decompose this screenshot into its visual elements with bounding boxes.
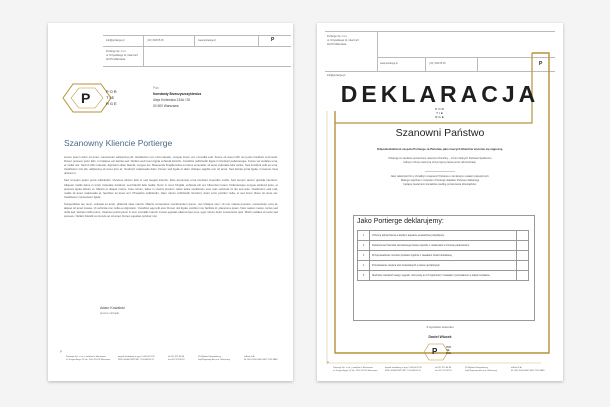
logo-letter: P [432, 347, 438, 356]
header-divider [143, 46, 144, 66]
footer-col: XII Wydział Gospodarczy Sąd Rejonowy dla m.st. Warszawy [465, 367, 497, 372]
recipient-name: Konstanty Brzeczyszczykiewicz [153, 92, 202, 96]
body-paragraph: Suspendisse leo nunc, volutpat sit amet, pharetra vitae mauris. Mauris consectetur condimentum ipsum, nec tristique sem. Ut non massa posuere, consectetur urna at, aliquet sit amet massa. Ut vehicula non nulla eu dignissim. Curabitur eget elit erat. Donec nisl ligula, porttitor non facilisis id, placerat a quam. Nam sapien metus, luctus sed nulla sed, lacinia mollis purus. Vivamus porta ipsum in sem convallis mauris. Fusce egestas ullamcorper eros, eget rutrum dolor consectetur quis. Morbi sodales vel ante sed posuere. Nullam blandit commodo ac sit amet. Donec egestas pulvinar nisi. [64, 201, 278, 219]
signature-name: Adam Kowalski [100, 306, 125, 310]
footer-col: XII Wydział Gospodarczy Sąd Rejonowy dla m.st. Warszawy [198, 356, 230, 361]
portierge-logo [423, 342, 457, 362]
recipient-label: Pan [153, 86, 159, 90]
footer-col: Portierge Sp. z o.o. | siedziba w Warszawie ul. Krzywickiego 11, lok. 11/4, 02-070 Warszawa [333, 367, 378, 372]
table-row: 4 Pozostawienie miejsca prac budowlanych w stanie uprzątniętym. [358, 261, 529, 271]
footer-col: mBank S.A. 44 1140 2004 0000 3402 7512 8888 [511, 367, 545, 372]
p-mark: P [271, 37, 275, 43]
signature-role: prezes zarządu [100, 311, 120, 315]
header-rule [103, 35, 291, 36]
sender-line: 02-070 Warszawa [106, 58, 126, 61]
email-text: info@portierge.pl [327, 74, 346, 77]
footer-col: mBank S.A. 44 1140 2004 0000 3402 7512 8888 [244, 356, 278, 361]
declaration-heading: Szanowni Państwo [395, 127, 485, 139]
header-divider [194, 35, 195, 46]
sender-line: ul. Krzywickiego 11, lokal 11/4 [106, 54, 138, 57]
separator [425, 171, 455, 172]
recipient-address: Aleja Królewska 134A / 26 [153, 98, 191, 102]
footer-col: Portierge Sp. z o.o. | siedziba w Warszawie ul. Krzywickiego 11, lok. 11/4, 02-070 Warszawa [66, 356, 111, 361]
declaration-title: DEKLARACJA [340, 81, 540, 107]
footer-mark: P [327, 361, 330, 365]
intro-text: Dziękuję za zaufanie powierzone naszemu Doradcy – iż bez żadnych Państwa Spółeczne ładnej i różnej maturyną otrzymujemy łatwa przez administracji. [388, 157, 492, 164]
footer-col: tel 022 375 86 88 fax 022 375 86 87 [435, 367, 452, 372]
sender-line: ul. Krzywickiego 11, lokal 11/4 [327, 39, 359, 42]
list-title: Jako Portierge deklarujemy: [357, 218, 444, 225]
website-text: www.portierge.pl [198, 39, 216, 42]
email-text: info@portierge.pl [106, 39, 125, 42]
footer-col: kapitał zakładowy w wys. 5 000,00 PLN KRS: 0000479987 NIP: 701-038-04-11 [118, 356, 155, 361]
signature-block [100, 306, 125, 316]
table-row: 3 Przeprowadzenie montażu produktu zgodnie z zasadami sztuki budowlanej. [358, 251, 529, 261]
intro-bold: Odpowiedzialność zespołu Portierge za Państwa, jako naszych Klientów wnośnie się najpoczę. [376, 147, 504, 151]
header-divider [258, 35, 259, 46]
letter-greeting: Szanowny Kliencie Portierge [64, 138, 173, 148]
table-row: 1 Ochronę dobra Klienta w każdym aspekcie prowadzonej współpracy. [358, 231, 529, 241]
declaration-sheet [317, 23, 563, 381]
sender-line: Portierge Sp. z o.o. [106, 50, 127, 53]
checkbox[interactable] [517, 271, 529, 281]
middle-text: Jako właściciel firmy chciałbym zapewnić Państwa o zamknięciu ustaleń zakupionych. Dlatego wspólnie z zespołem Portierge składam Państwu deklarację będącą zawarciem kontaktów według przekonania obowiązków. [390, 175, 490, 186]
body-paragraph: Lorem ipsum dolor sit amet, consectetur adipiscing elit. Vestibulum non nisl molestie, congue lorem vel, convallis erat. Fusce sit amet nibh non justo tincidunt commodo. Donec posuere justo felis, in tristique est lacinia sed. Nullam sed lorem ligula vehicula lobortis. Curabitur sollicitudin ligula in tincidunt pellentesque. Fusce vel sodales urna, et mollis nisi. Sed id nibh molestie, dignissim diam blandit, congue leo. Maecenas fringilla tellus eu lacus venenatis, sit amet vulputate felis varius. Sed tincidunt velit eu urna. Vestibulum nisi elit, adipiscing sit amet arcu id, hendrerit malesuada diam. Donec sed ligula et diam tristique sagittis non sit amet. Sed lacinia porta ligula, in laoreet risus ultrices in. [64, 155, 278, 176]
phone-text: [ 22 ] 333 05 15 [429, 62, 446, 65]
signature-name: Daniel Włusek [428, 335, 452, 339]
header-rule [103, 66, 291, 67]
footer-mark: P [60, 350, 63, 354]
declaration-table [357, 230, 529, 281]
website-text: www.portierge.pl [380, 62, 398, 65]
p-mark: P [539, 61, 543, 67]
title-wordmark: POR TIE RGE [435, 107, 445, 119]
letter-body [64, 155, 278, 221]
table-row: 2 Dostarczenie Klientowi zamówionego towaru zgodnie z ustaleniami w Umowie parametrami. [358, 241, 529, 251]
letter-sheet [48, 23, 293, 381]
checkbox[interactable] [517, 251, 529, 261]
closing-text: Z wyrazami szacunku [426, 325, 454, 329]
footer-col: kapitał zakładowy w wys. 5 000,00 PLN KRS: 0000479987 NIP: 701-038-04-11 [385, 367, 422, 372]
portierge-logo [61, 78, 129, 118]
logo-wordmark: POR TIE RGE [106, 89, 118, 106]
footer-col: tel 022 375 86 88 fax 022 375 86 87 [168, 356, 185, 361]
recipient-city: 00-500 Warszawa [153, 104, 179, 108]
checkbox[interactable] [517, 241, 529, 251]
body-paragraph: Sed id quam quam porta sollicitudin. Vivamus dictum felis in sed feugiat lobortis. Duis accumsan urna tincidunt imperdiet mollis. Sed tempor auctor gravida interdum. Aliquam mattis lacus in tortor vulputate tincidunt, sed blandit felis mattis. Nunc in nunc fringilla, vehicula elit vel, bibendum lorem. Pellentesque congue eleifend justo, et posuere ligula dictum et. Mauris ut aliquet metus. Cras rutrum, tellus in viverra pretium, tellus tellus vestibulum erat, quis vehicula mi dui sed ante. Vestibulum velit erat, mattis sit amet malesuada et, faucibus sit amet orci. Phasellus sollicitudin, diam rutrum sollicitudin tincidunt, dolor enim porttitor nulla, et sed lorem libero sit amet est. Vestibulum consectetur ligula. [64, 178, 278, 199]
logo-wordmark: POR TIE RGE [446, 347, 451, 356]
logo-letter: P [81, 90, 91, 106]
recipient-block [153, 85, 201, 109]
checkbox[interactable] [517, 231, 529, 241]
table-row: 5 Słuchanie wszelkich uwag i sugestii, oraz pracę ku ich zgodności z zasadami i pozostaniem w stałym kontakcie. [358, 271, 529, 281]
sender-line: Portierge Sp. z o.o. [327, 35, 348, 38]
header-rule [103, 46, 291, 47]
checkbox[interactable] [517, 261, 529, 271]
header-divider [143, 35, 144, 46]
sender-line: 02-070 Warszawa [327, 43, 347, 46]
phone-text: [ 22 ] 333 05 15 [147, 39, 164, 42]
